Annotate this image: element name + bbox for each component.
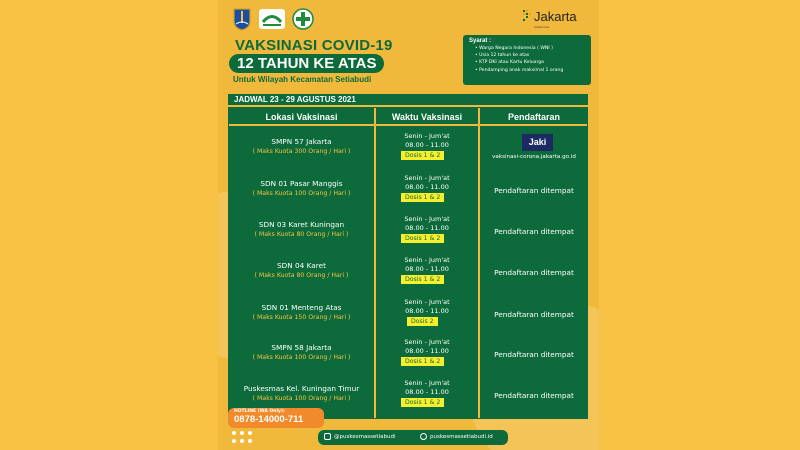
vaccination-days: Senin - Jum'at [404,215,450,223]
dose-badge: Dosis 1 & 2 [401,398,444,407]
location-quota: ( Maks Kuota 100 Orang / Hari ) [252,190,351,197]
vaccination-schedule-table [228,107,588,419]
vaccination-days: Senin - Jum'at [404,379,450,387]
social-bar [318,430,508,445]
location-name: SMPN 57 Jakarta [271,137,332,146]
dose-badge: Dosis 1 & 2 [401,151,444,160]
puskesmas-logo-icon [292,7,314,31]
registration-method: Pendaftaran ditempat [494,391,574,400]
requirements-box [463,35,591,85]
location-name: SMPN 58 Jakarta [271,343,332,352]
dki-jakarta-emblem-icon [232,7,252,31]
vaccination-days: Senin - Jum'at [404,132,450,140]
vaccination-hours: 08.00 - 11.00 [405,224,449,232]
jaki-app-logo: Jaki [522,134,553,151]
registration-method: Pendaftaran ditempat [494,310,574,319]
dose-badge: Dosis 1 & 2 [401,275,444,284]
jakarta-brand-tagline: kolaborasi [534,25,550,29]
table-header-row [229,108,587,126]
dot [248,439,252,443]
location-quota: ( Maks Kuota 80 Orang / Hari ) [254,272,349,279]
jakarta-brand-icon [522,9,532,23]
location-name: SDN 03 Karet Kuningan [258,220,345,229]
requirements-list [475,45,585,74]
globe-icon [420,433,427,440]
registration-url[interactable]: vaksinasi-corona.jakarta.go.id [492,154,576,160]
jakarta-brand-logo [522,8,592,32]
schedule-date-bar: JADWAL 23 - 29 AGUSTUS 2021 [228,94,588,105]
location-name: Puskesmas Kel. Kuningan Timur [243,384,360,393]
website-link[interactable] [420,430,493,445]
instagram-text: @puskesmassetiabudi [334,434,396,440]
location-quota: ( Maks Kuota 100 Orang / Hari ) [252,395,351,402]
poster-title: VAKSINASI COVID-19 [235,37,393,54]
poster-age-banner: 12 TAHUN KE ATAS [229,54,384,73]
location-name: SDN 04 Karet [277,261,326,270]
header-time: Waktu Vaksinasi [391,112,463,122]
dose-badge: Dosis 1 & 2 [401,357,444,366]
location-name: SDN 01 Menteng Atas [261,303,342,312]
dot [240,431,244,435]
vaccination-days: Senin - Jum'at [404,338,450,346]
location-name: SDN 01 Pasar Manggis [260,179,343,188]
table-row [229,334,587,375]
vaccination-days: Senin - Jum'at [404,256,450,264]
table-row [229,252,587,293]
dot [232,439,236,443]
location-quota: ( Maks Kuota 80 Orang / Hari ) [254,231,349,238]
location-quota: ( Maks Kuota 100 Orang / Hari ) [252,354,351,361]
vaccination-hours: 08.00 - 11.00 [405,307,449,315]
location-quota: ( Maks Kuota 300 Orang / Hari ) [252,148,351,155]
hotline-badge [228,408,324,428]
vaccination-hours: 08.00 - 11.00 [405,183,449,191]
instagram-icon [324,433,331,440]
vaccination-days: Senin - Jum'at [404,174,450,182]
vaccination-poster [218,0,599,450]
table-row [229,128,587,169]
dot [232,431,236,435]
dot [240,439,244,443]
dose-badge: Dosis 1 & 2 [401,234,444,243]
requirement-item: • Usia 12 tahun ke atas [475,52,585,59]
dose-badge: Dosis 1 & 2 [401,193,444,202]
instagram-handle[interactable] [324,430,395,445]
table-row [229,170,587,211]
requirement-item: • Pendamping anak maksimal 1 orang [475,67,585,74]
website-text: puskesmassetiabudi.id [430,434,493,440]
registration-method: Pendaftaran ditempat [494,227,574,236]
header-location: Lokasi Vaksinasi [265,112,338,122]
dot [248,431,252,435]
poster-subtitle: Untuk Wilayah Kecamatan Setiabudi [233,75,372,84]
kota-sehat-logo-icon [258,7,286,31]
registration-method: Pendaftaran ditempat [494,186,574,195]
jakarta-brand-text: Jakarta [534,9,577,24]
requirement-item: • KTP DKI atau Kartu Keluarga [475,59,585,66]
table-row [229,211,587,252]
registration-method: Pendaftaran ditempat [494,268,574,277]
hotline-label: HOTLINE (WA Only): [234,409,285,414]
vaccination-days: Senin - Jum'at [404,298,450,306]
dose-badge: Dosis 2 [407,317,438,326]
vaccination-hours: 08.00 - 11.00 [405,388,449,396]
vaccination-hours: 08.00 - 11.00 [405,347,449,355]
requirements-title: Syarat : [469,38,492,44]
table-row [229,294,587,335]
vaccination-hours: 08.00 - 11.00 [405,265,449,273]
vaccination-hours: 08.00 - 11.00 [405,141,449,149]
location-quota: ( Maks Kuota 150 Orang / Hari ) [252,314,351,321]
registration-method: Pendaftaran ditempat [494,350,574,359]
header-registration: Pendaftaran [507,112,560,122]
decorative-dots [232,431,262,445]
requirement-item: • Warga Negara Indonesia ( WNI ) [475,45,585,52]
hotline-number[interactable]: 0878-14000-711 [234,414,304,425]
